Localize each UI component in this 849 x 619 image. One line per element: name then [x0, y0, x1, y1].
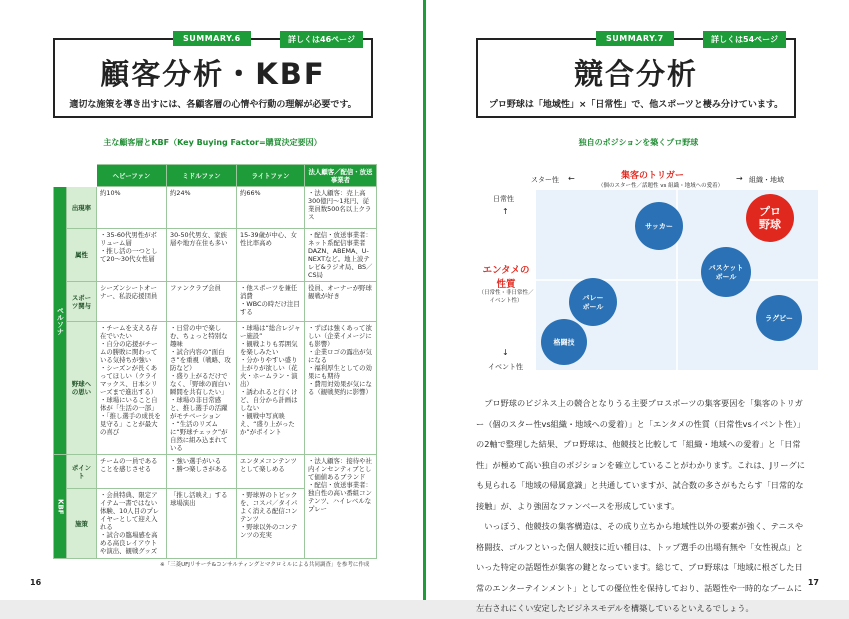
summary-tag: SUMMARY.7: [596, 31, 674, 46]
table-cell: ・他スポーツを兼任消費 ・WBCの時だけ注目する: [237, 282, 305, 322]
section-title: 主な顧客層とKBF（Key Buying Factor=購買決定要因）: [103, 138, 322, 147]
bubble-5: [541, 319, 587, 365]
bubble-0: [746, 194, 794, 242]
arrow-up-icon: ↑: [502, 207, 509, 216]
page-number: 17: [807, 578, 819, 587]
customer-table: [53, 164, 377, 559]
x-axis-left-label: スター性: [531, 176, 559, 184]
table-cell: ・球場は“総合レジャー施設” ・観戦よりも雰囲気を楽しみたい ・分かりやすい盛り上がりが欲しい（花火・ホームラン・演出） ・誘われると行くけど、自分から計画はしない ・観戦中写真映え、“盛り上がったか”がポイント: [237, 322, 305, 455]
source-note: ※「三菱UFJリサーチ&コンサルティングとマクロミルによる共同調査」を参考に作成: [160, 562, 370, 568]
table-cell: 15-39歳が中心、女性比率高め: [237, 229, 305, 282]
row-label: スポーツ関与: [67, 282, 97, 322]
arrow-right-icon: →: [736, 174, 743, 183]
table-cell: 30-50代男女、家族層や地方在住も多い: [167, 229, 237, 282]
bubble-label: ラグビー: [765, 314, 793, 323]
page-subtitle: 適切な施策を導き出すには、各顧客層の心情や行動の理解が必要です。: [69, 100, 357, 110]
table-cell: ・ずばは強くあって欲しい（企業イメージにも影響） ・企業ロゴの露出が気になる ・福利厚生としての効果にも期待 ・費用対効果が気になる（観戦契約に影響）: [305, 322, 377, 455]
page-title: 顧客分析・KBF: [100, 57, 326, 91]
page-number: 16: [30, 578, 42, 587]
group-label-kbf: KBF: [54, 455, 67, 559]
bubble-label: バレーボール: [582, 293, 604, 311]
table-cell: エンタメコンテンツとして楽しめる: [237, 455, 305, 489]
row-label: 属性: [67, 229, 97, 282]
bubble-4: [756, 295, 802, 341]
table-cell: ・法人顧客：売上高300億円〜1兆円、従業員数500名以上クラス: [305, 187, 377, 229]
col-header: ミドルファン: [167, 165, 237, 187]
col-header: ヘビーファン: [97, 165, 167, 187]
bubble-label: 格闘技: [553, 338, 575, 347]
bubble-label: プロ野球: [759, 205, 781, 232]
bubble-3: [569, 278, 617, 326]
table-cell: ファンクラブ会員: [167, 282, 237, 322]
group-label-persona: ペルソナ: [54, 187, 67, 455]
table-cell: シーズンシートオーナー、私設応援団員: [97, 282, 167, 322]
table-cell: 約24%: [167, 187, 237, 229]
positioning-map: [426, 150, 849, 380]
bubble-1: [635, 202, 683, 250]
table-cell: 「推し活映え」する球場演出: [167, 489, 237, 559]
bubble-label: サッカー: [645, 222, 673, 231]
right-page: [426, 0, 849, 613]
x-axis-right-label: 組織・地域: [749, 176, 784, 184]
summary-tag: SUMMARY.6: [173, 31, 251, 46]
table-cell: ・野球界のトピックを、コスパ／タイパよく消える配信コンテンツ ・野球以外のコンテンツの充実: [237, 489, 305, 559]
title-box: [476, 34, 796, 118]
y-axis-title: エンタメの性質: [482, 265, 530, 290]
arrow-down-icon: ↓: [502, 348, 509, 357]
table-cell: ・日常の中で楽しむ、ちょっと特別な趣味 ・試合内容の“面白さ”を重視（戦略、攻防など） ・盛り上がるだけでなく、「野球の面白い瞬間を共有したい」 ・球場の非日常感と、推し選手の活躍がモチベーション ・“生活のリズムに“野球チェック”が自然に組み込まれている: [167, 322, 237, 455]
row-label: 出現率: [67, 187, 97, 229]
paragraph: プロ野球のビジネス上の競合となりうる主要プロスポーツの集客要因を「集客のトリガー（個のスター性vs組織・地域への愛着）」と「エンタメの性質（日常性vsイベント性）」の2軸で整理した結果、プロ野球は、他競技と比較して「組織・地域への愛着」と「日常性」が極めて高い独自のポジションを確立していることがわかります。これは、Jリーグにも見られる「地域の帰属意識」と共通していますが、試合数の多さがもたらす「日常的な接触」が、より強固なファンベースを形成しています。: [476, 398, 806, 511]
table-cell: ・35-60代男性がボリューム層 ・推し活の一つとして20〜30代女性層: [97, 229, 167, 282]
page-ref-badge[interactable]: 詳しくは54ページ: [703, 31, 786, 48]
row-label: 野球への思い: [67, 322, 97, 455]
x-axis-sub: （個のスター性／話題性 vs 組織・地域への愛着）: [598, 183, 724, 189]
y-axis-sub: （日常性・非日常性／イベント性）: [478, 290, 534, 304]
y-axis-top-label: 日常性: [493, 195, 514, 203]
left-page: [0, 0, 423, 600]
table-cell: ・チームを支える存在でいたい ・自分の応援がチームの勝敗に関わっている気持ちが強い ・シーズンが長くあってほしい（クライマックス、日本シリーズまで進出する） ・球場にいること自体が「生活の一部」 ・「推し選手の成長を見守る」ことが最大の喜び: [97, 322, 167, 455]
col-header: ライトファン: [237, 165, 305, 187]
section-title: 独自のポジションを築くプロ野球: [578, 138, 699, 147]
map-plot: [426, 150, 849, 380]
y-axis-bottom-label: イベント性: [488, 363, 523, 371]
x-axis-title: 集客のトリガー: [621, 171, 684, 181]
page-ref-badge[interactable]: 詳しくは46ページ: [280, 31, 363, 48]
col-header: 法人顧客／配信・放送事業者: [305, 165, 377, 187]
paragraph: いっぽう、他競技の集客構造は、その成り立ちから地域性以外の要素が強く、テニスや格闘技、ゴルフといった個人競技に近い種目は、トップ選手の出場有無や「女性視点」といった特定の話題性が集客の鍵となっています。総じて、プロ野球は「地域に根ざした日常のエンターテインメント」としての優位性を保持しており、話題性や一時的なブームに左右されにくい安定したビジネスモデルを構築しているといえるでしょう。: [476, 521, 804, 613]
body-text: [476, 393, 806, 619]
arrow-left-icon: ←: [568, 174, 575, 183]
page-title: 競合分析: [573, 57, 698, 91]
table-cell: ・会員特典、限定アイテム一書ではない体験、10人目のプレイヤーとして迎え入れる ・試合の臨場感を高める高良レイアウトや演出、観戦グッズ: [97, 489, 167, 559]
table-cell: ・強い選手がいる ・勝つ楽しさがある: [167, 455, 237, 489]
bubble-label: バスケットボール: [708, 263, 744, 281]
row-label: ポイント: [67, 455, 97, 489]
title-box: [53, 34, 373, 118]
table-cell: 約10%: [97, 187, 167, 229]
table-cell: ・法人顧客：接待や社内インセンティブとして価値あるブランド ・配信・放送事業者：独自性の高い番組コンテンツ、ハイレベルなプレー: [305, 455, 377, 559]
table-cell: チームの一員であることを感じさせる: [97, 455, 167, 489]
bubble-2: [701, 247, 751, 297]
table-cell: ・配信・放送事業者：ネット系配信事業者DAZN、ABEMA、U-NEXTなど。地上波テレビ&ラジオ局、BS／CS局: [305, 229, 377, 282]
table-cell: 役員、オーナーが野球観戦が好き: [305, 282, 377, 322]
row-label: 施策: [67, 489, 97, 559]
page-subtitle: プロ野球は「地域性」×「日常性」で、他スポーツと棲み分けています。: [488, 100, 784, 110]
table-cell: 約66%: [237, 187, 305, 229]
